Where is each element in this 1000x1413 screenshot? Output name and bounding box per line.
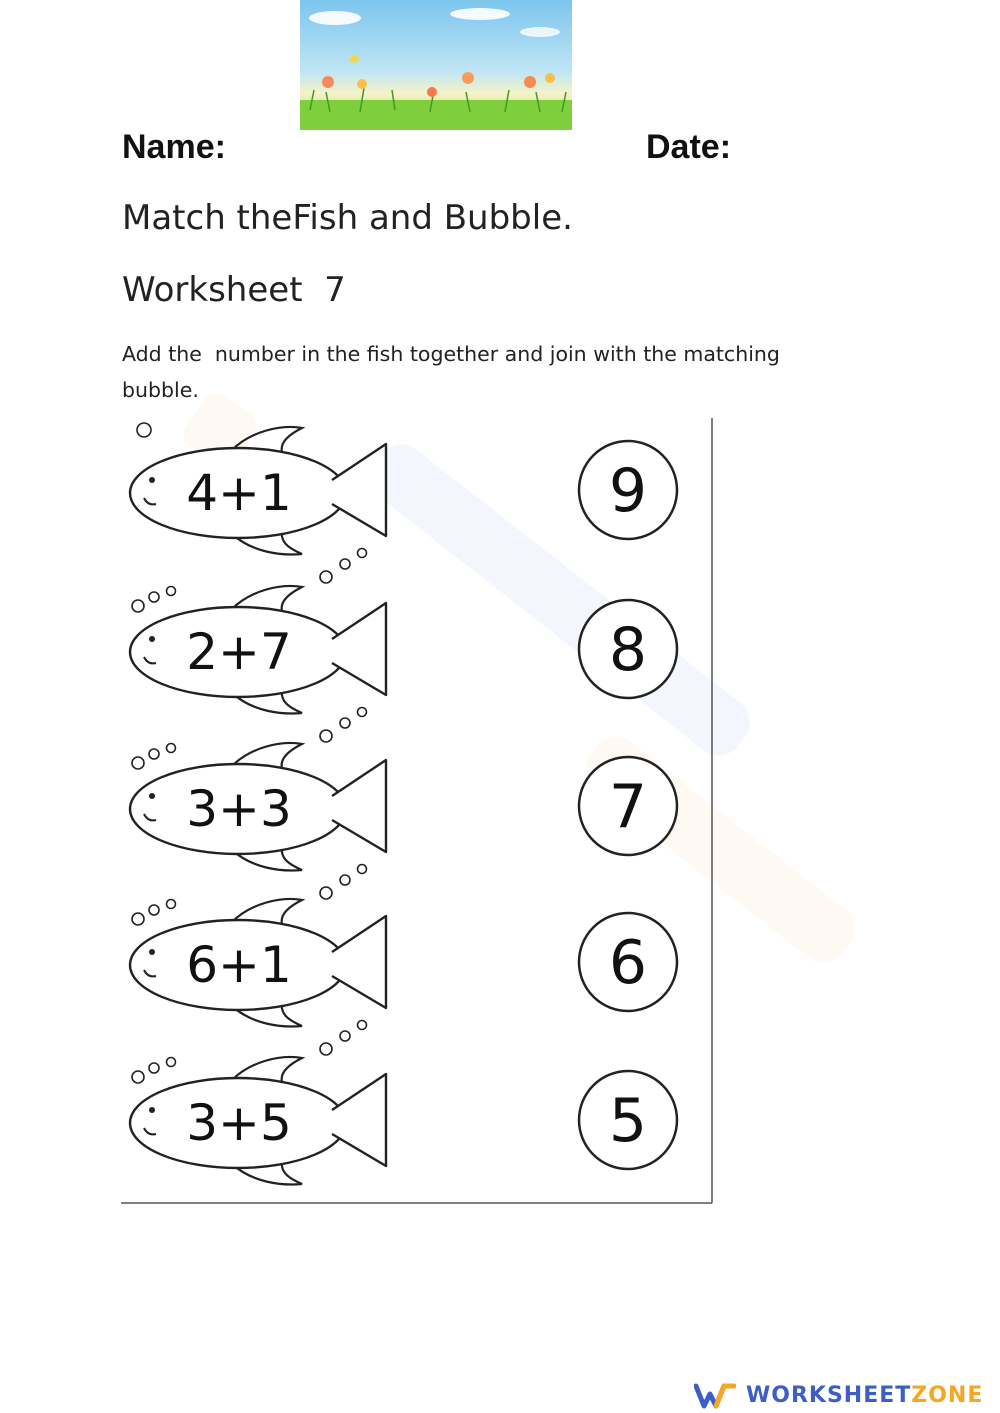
small-bubble-decoration — [358, 865, 367, 874]
name-label: Name: — [122, 128, 226, 166]
small-bubble-decoration — [149, 749, 159, 759]
small-bubble-decoration — [340, 718, 350, 728]
fish[interactable] — [130, 1057, 386, 1184]
bubble-number: 7 — [608, 772, 648, 842]
worksheetzone-brand — [694, 1378, 983, 1412]
bubble-number: 5 — [608, 1086, 648, 1156]
small-bubble-decoration — [167, 587, 176, 596]
small-bubble-decoration — [167, 744, 176, 753]
fish[interactable] — [130, 743, 386, 870]
fish[interactable] — [130, 899, 386, 1026]
brand-text-zone: ZONE — [911, 1382, 984, 1408]
small-bubble-decoration — [149, 1063, 159, 1073]
fish[interactable] — [130, 427, 386, 554]
bubble-number: 9 — [608, 456, 648, 526]
small-bubble-decoration — [167, 900, 176, 909]
fish[interactable] — [130, 586, 386, 713]
answer-bubble[interactable] — [579, 600, 677, 698]
answer-bubble[interactable] — [579, 441, 677, 539]
page-title: Match theFish and Bubble. — [122, 198, 573, 238]
answer-bubble[interactable] — [579, 913, 677, 1011]
fish-expression: 6+1 — [186, 936, 292, 994]
fish-expression: 3+3 — [186, 780, 292, 838]
bubble-number: 8 — [608, 615, 648, 685]
small-bubble-decoration — [320, 571, 332, 583]
fish-expression: 4+1 — [186, 464, 292, 522]
instructions-text: Add the number in the fish together and join with the matching bubble. — [122, 342, 787, 402]
answer-bubble[interactable] — [579, 1071, 677, 1169]
small-bubble-decoration — [340, 559, 350, 569]
small-bubble-decoration — [132, 1071, 144, 1083]
worksheetzone-logo-icon — [694, 1380, 736, 1410]
small-bubble-decoration — [320, 1043, 332, 1055]
small-bubble-decoration — [358, 1021, 367, 1030]
small-bubble-decoration — [320, 730, 332, 742]
small-bubble-decoration — [340, 875, 350, 885]
fish-expression: 2+7 — [186, 623, 292, 681]
small-bubble-decoration — [132, 757, 144, 769]
brand-text-worksheet: WORKSHEET — [746, 1382, 912, 1408]
small-bubble-decoration — [358, 708, 367, 717]
small-bubble-decoration — [320, 887, 332, 899]
small-bubble-decoration — [340, 1031, 350, 1041]
small-bubble-decoration — [149, 592, 159, 602]
bubble-number: 6 — [608, 928, 648, 998]
small-bubble-decoration — [167, 1058, 176, 1067]
small-bubble-decoration — [137, 423, 151, 437]
date-label: Date: — [646, 128, 732, 166]
small-bubble-decoration — [132, 913, 144, 925]
small-bubble-decoration — [132, 600, 144, 612]
fish-expression: 3+5 — [186, 1094, 292, 1152]
answer-bubble[interactable] — [579, 757, 677, 855]
worksheet-number: Worksheet 7 — [122, 270, 346, 310]
small-bubble-decoration — [149, 905, 159, 915]
small-bubble-decoration — [358, 549, 367, 558]
